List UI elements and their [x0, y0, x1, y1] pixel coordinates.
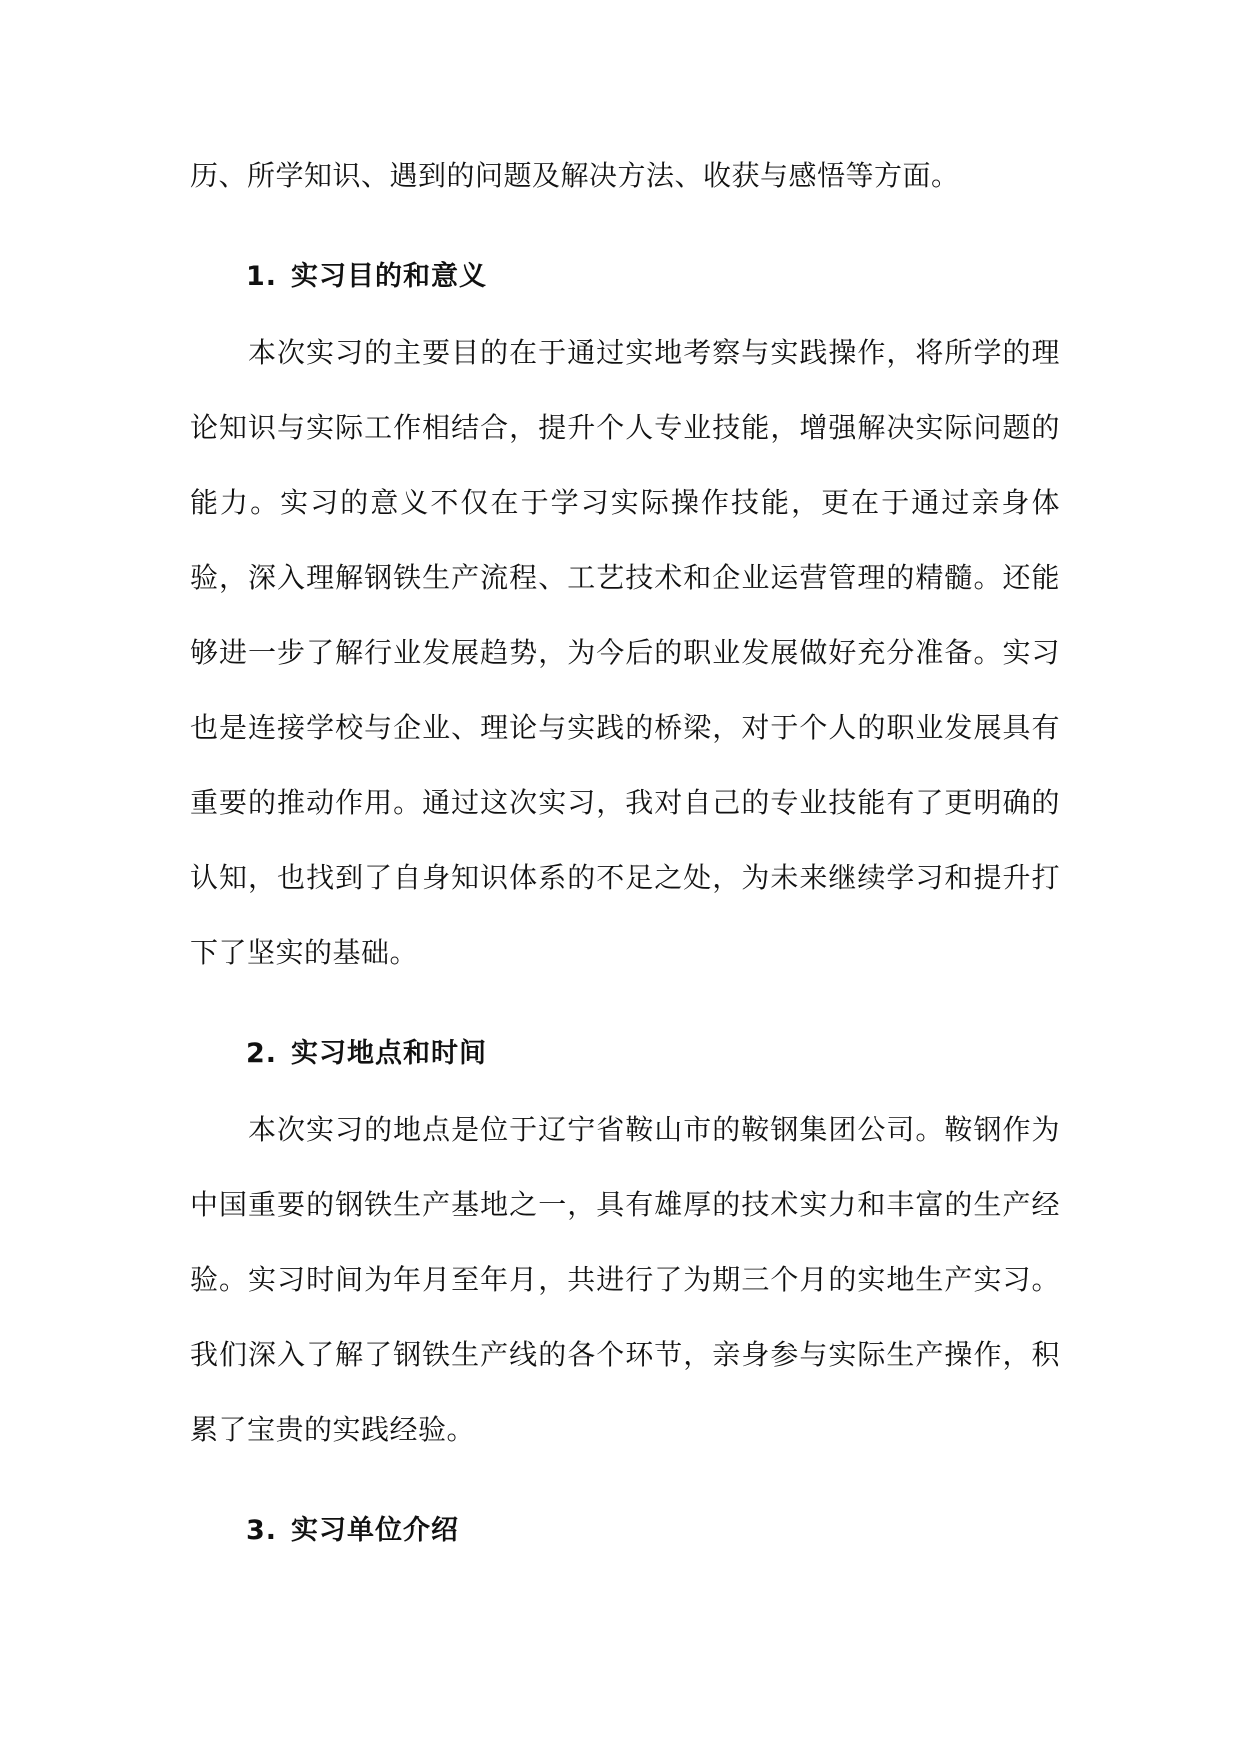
- section-paragraph-location-time: 本次实习的地点是位于辽宁省鞍山市的鞍钢集团公司。鞍钢作为中国重要的钢铁生产基地之一，具有雄厚的技术实力和丰富的生产经验。实习时间为年月至年月，共进行了为期三个月的实地生产实习。我们深入了解了钢铁生产线的各个环节，亲身参与实际生产操作，积累了宝贵的实践经验。: [190, 1113, 1060, 1446]
- section-number: 2.: [246, 1038, 278, 1069]
- section-title: 实习目的和意义: [291, 261, 488, 292]
- section-heading-company-intro: [190, 1501, 1060, 1561]
- section-heading-purpose: [190, 247, 1060, 307]
- section-number: 1.: [246, 261, 278, 292]
- intro-paragraph-tail: 历、所学知识、遇到的问题及解决方法、收获与感悟等方面。: [190, 159, 960, 192]
- section-heading-location-time: [190, 1024, 1060, 1084]
- section-paragraph-purpose: 本次实习的主要目的在于通过实地考察与实践操作，将所学的理论知识与实际工作相结合，提升个人专业技能，增强解决实际问题的能力。实习的意义不仅在于学习实际操作技能，更在于通过亲身体验，深入理解钢铁生产流程、工艺技术和企业运营管理的精髓。还能够进一步了解行业发展趋势，为今后的职业发展做好充分准备。实习也是连接学校与企业、理论与实践的桥梁，对于个人的职业发展具有重要的推动作用。通过这次实习，我对自己的专业技能有了更明确的认知，也找到了自身知识体系的不足之处，为未来继续学习和提升打下了坚实的基础。: [190, 336, 1060, 969]
- section-title: 实习单位介绍: [291, 1515, 460, 1546]
- document-body: [190, 138, 1060, 1561]
- section-title: 实习地点和时间: [291, 1038, 488, 1069]
- section-number: 3.: [246, 1515, 278, 1546]
